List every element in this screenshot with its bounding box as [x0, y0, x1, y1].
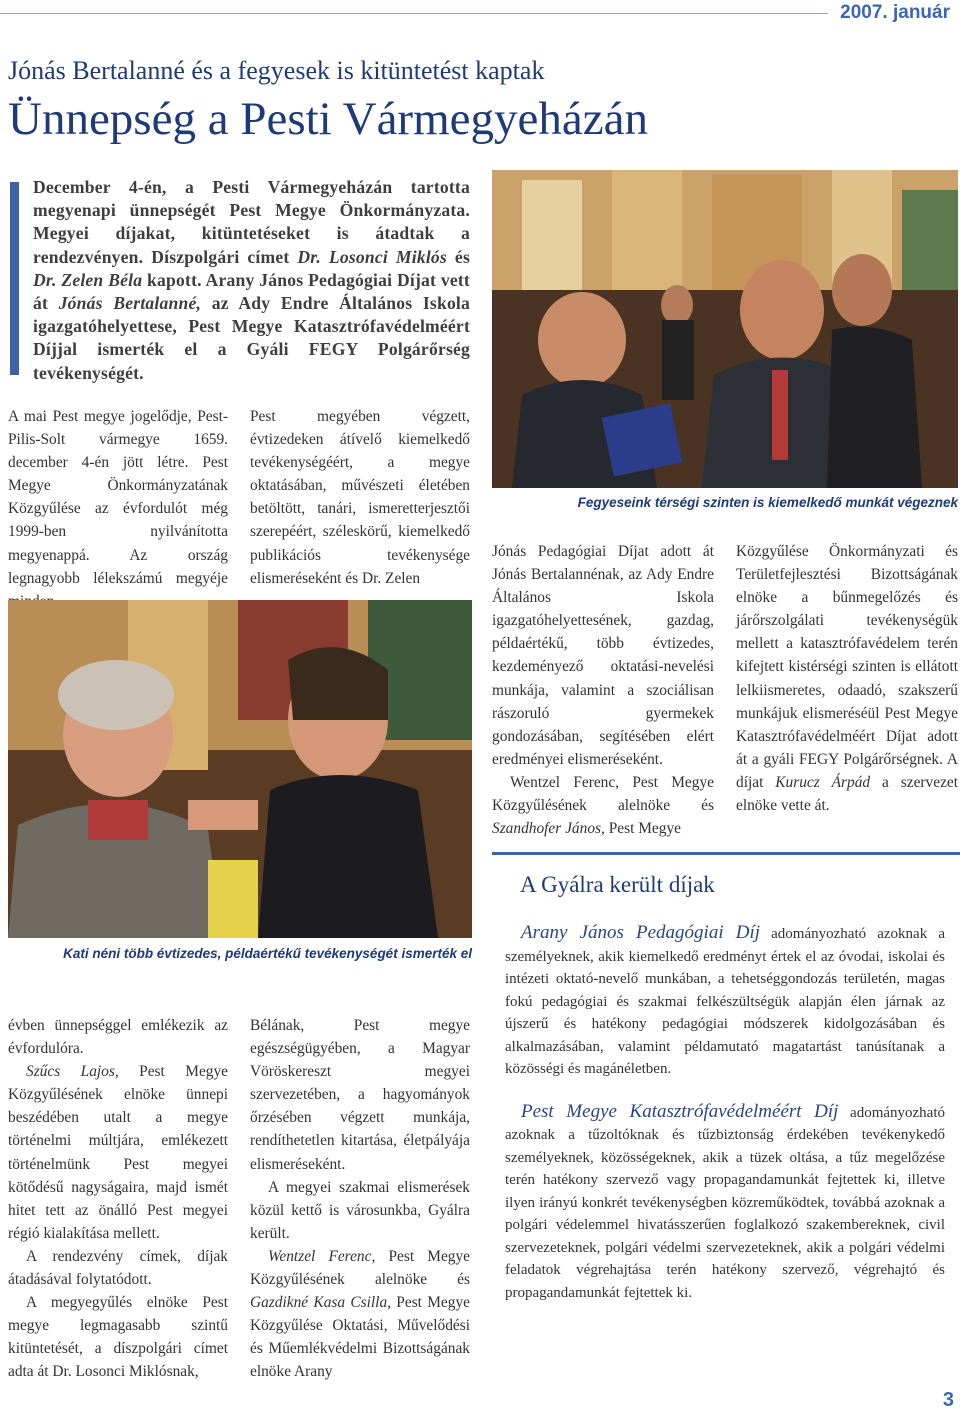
article-column-2-bottom	[250, 1014, 470, 1384]
paragraph: A megyegyűlés elnöke Pest megye legmagasabb szintű kitüntetését, a díszpolgári címet adta át Dr. Losonci Miklósnak,	[8, 1294, 228, 1381]
article-column-1-bottom	[8, 1014, 228, 1384]
photo-caption-top: Fegyeseink térségi szinten is kiemelkedő munkát végeznek	[577, 495, 958, 510]
paragraph: A megyei szakmai elismerések közül kettő is városunkba, Gyálra került.	[250, 1178, 470, 1242]
lead-name: Jónás Bertalanné,	[58, 293, 202, 314]
award-name: Pest Megye Katasztrófavédelméért Díj	[521, 1100, 839, 1122]
paragraph	[250, 1245, 470, 1384]
text-span: a szervezet elnöke vette át.	[736, 773, 959, 815]
award-name: Arany János Pedagógiai Díj	[521, 922, 761, 943]
award-photo-kati	[8, 600, 472, 938]
sidebar-box-title: A Gyálra került díjak	[520, 872, 715, 897]
lead-text: az Ady Endre Általános Iskola igazgatóhelyettese, Pest Megye Katasztrófavédelméért Díjjal ismerték el a Gyáli FEGY Polgárőrség tevékenységét.	[33, 293, 471, 383]
award-photo-fegy-image	[492, 170, 958, 488]
award-description-1	[505, 922, 945, 1081]
lead-text: és	[446, 246, 470, 267]
person-name: Wentzel Ferenc,	[268, 1247, 376, 1265]
issue-date: 2007. január	[840, 2, 950, 23]
person-name: Kurucz Árpád	[775, 773, 871, 791]
photo-caption-left: Kati néni több évtizedes, példaértékű tevékenységét ismerték el	[63, 946, 472, 961]
person-name: Szűcs Lajos,	[26, 1063, 119, 1081]
lead-text: kapott. Arany János Pedagógiai Díjat vett át	[33, 269, 470, 314]
text-span: Pest Megye	[604, 820, 681, 838]
lead-text: December 4-én, a Pesti Vármegyeházán tartotta megyenapi ünnepségét Pest Megye Önkormányzata. Megyei díjakat, kitüntetéseket is átadtak a rendezvényen. Díszpolgári címet	[33, 177, 470, 267]
sidebar-box-content	[505, 922, 945, 1304]
article-title: Ünnepség a Pesti Vármegyeházán	[8, 93, 648, 145]
award-text: adományozható azoknak a tűzoltóknak és tűzbiztonság érdekében tevékenykedő személyeknek, közösségeknek, akik a tüzek oltása, a tűz megelőzése terén hatékony szervező vagy propagandamunkát fejtettek ki, illetve ilyen irányú konkrét tevékenységben közreműködtek, továbbá azoknak a polgári védelemmel hivatásszerűen foglalkozó szakembereknek, civil szervezeteknek, polgári védelmi szervezeteknek, akik a polgári védelmi feladatok végrehajtása terén hatékony szervező, végrehajtó és propagandamunkát fejtettek ki.	[505, 1104, 945, 1301]
paragraph: Pest megyében végzett, évtizedeken átívelő kiemelkedő tevékenységéért, a megye oktatásában, művészeti életében betöltött, tanári, ismeretterjesztői szerepéért, széleskörű, kiemelkedő publikációs tevékenysége elismeréseként és Dr. Zelen	[250, 408, 470, 587]
paragraph: Jónás Pedagógiai Díjat adott át Jónás Bertalannénak, az Ady Endre Általános Iskola igazgatóhelyettesének, gazdag, példaértékű, több évtizedes, kezdeményező oktatási-nevelési munkája, valamint a szociálisan rászoruló gyermekek gondozásában, segítésében elért eredményei elismeréseként.	[492, 543, 714, 768]
award-text: adományozható azoknak a személyeknek, akik kiemelkedő eredményt értek el az óvodai, iskolai és intézeti oktató-nevelő munkában, a tehetséggondozás területén, magas fokú pedagógiai és szakmai felkészültségük alapján élen járnak az újszerű és hatékony pedagógiai módszerek kidolgozásában és alkalmazásában, valamint példamutató magatartást tanúsítanak a közösségi és magánéletben.	[505, 926, 945, 1077]
paragraph: évben ünnepséggel emlékezik az évfordulóra.	[8, 1017, 228, 1058]
paragraph: A rendezvény címek, díjak átadásával folytatódott.	[8, 1247, 228, 1289]
award-photo-kati-image	[8, 600, 472, 938]
header-rule	[0, 13, 828, 14]
paragraph: Bélának, Pest megye egészségügyében, a Magyar Vöröskereszt megyei szervezetében, a hagyományok őrzésében végzett munkája, rendíthetetlen kitartása, életpályája elismeréseként.	[250, 1017, 470, 1173]
paragraph	[492, 771, 714, 840]
article-column-4	[736, 540, 958, 817]
lead-accent-bar	[10, 182, 19, 375]
paragraph	[736, 540, 958, 817]
text-span: Közgyűlése Önkormányzati és Területfejlesztési Bizottságának elnöke a bűnmegelőzés és járőrszolgálati tevékenységük mellett a katasztrófavédelem terén kifejtett kistérségi szinten is ellátott lelkiismeretes, odaadó, szakszerű munkájuk elismeréséül Pest Megye Katasztrófavédelméért Díjat adott át a gyáli FEGY Polgárőrségnek. A díjat	[736, 543, 958, 791]
article-lead	[33, 176, 470, 385]
article-column-2-top	[250, 405, 470, 590]
article-kicker: Jónás Bertalanné és a fegyesek is kitüntetést kaptak	[8, 56, 545, 85]
person-name: Gazdikné Kasa Csilla,	[250, 1294, 391, 1312]
person-name: Szandhofer János,	[492, 820, 605, 838]
text-span: Wentzel Ferenc, Pest Megye Közgyűlésének alelnöke és	[492, 773, 714, 815]
lead-name: Dr. Losonci Miklós	[297, 246, 447, 267]
article-column-1-top	[8, 405, 228, 613]
article-column-3	[492, 540, 714, 840]
text-span: Pest Megye Közgyűlése Oktatási, Művelődési és Műemlékvédelmi Bizottságának elnöke Arany	[250, 1294, 470, 1381]
text-span: Pest Megye Közgyűlésének alelnöke és	[250, 1247, 470, 1289]
paragraph: A mai Pest megye jogelődje, Pest-Pilis-Solt vármegye 1659. december 4-én jött létre. Pest Megye Önkormányzatának Közgyűlése az évfordulót még 1999-ben nyilvánította megyenappá. Az ország legnagyobb lélekszámú megyéje	[8, 408, 228, 587]
award-description-2	[505, 1101, 945, 1305]
award-photo-fegy	[492, 170, 958, 488]
paragraph	[8, 1060, 228, 1245]
page-number: 3	[942, 1389, 954, 1411]
text-span: Pest Megye Közgyűlésének elnöke ünnepi beszédében utalt a megye történelmi múltjára, emlékezett történelmünk Pest megyei kötődésű nagyságaira, majd ismét hitet tett az önálló Pest megyei régió kialakítása mellett.	[8, 1063, 228, 1242]
lead-name: Dr. Zelen Béla	[33, 269, 143, 290]
